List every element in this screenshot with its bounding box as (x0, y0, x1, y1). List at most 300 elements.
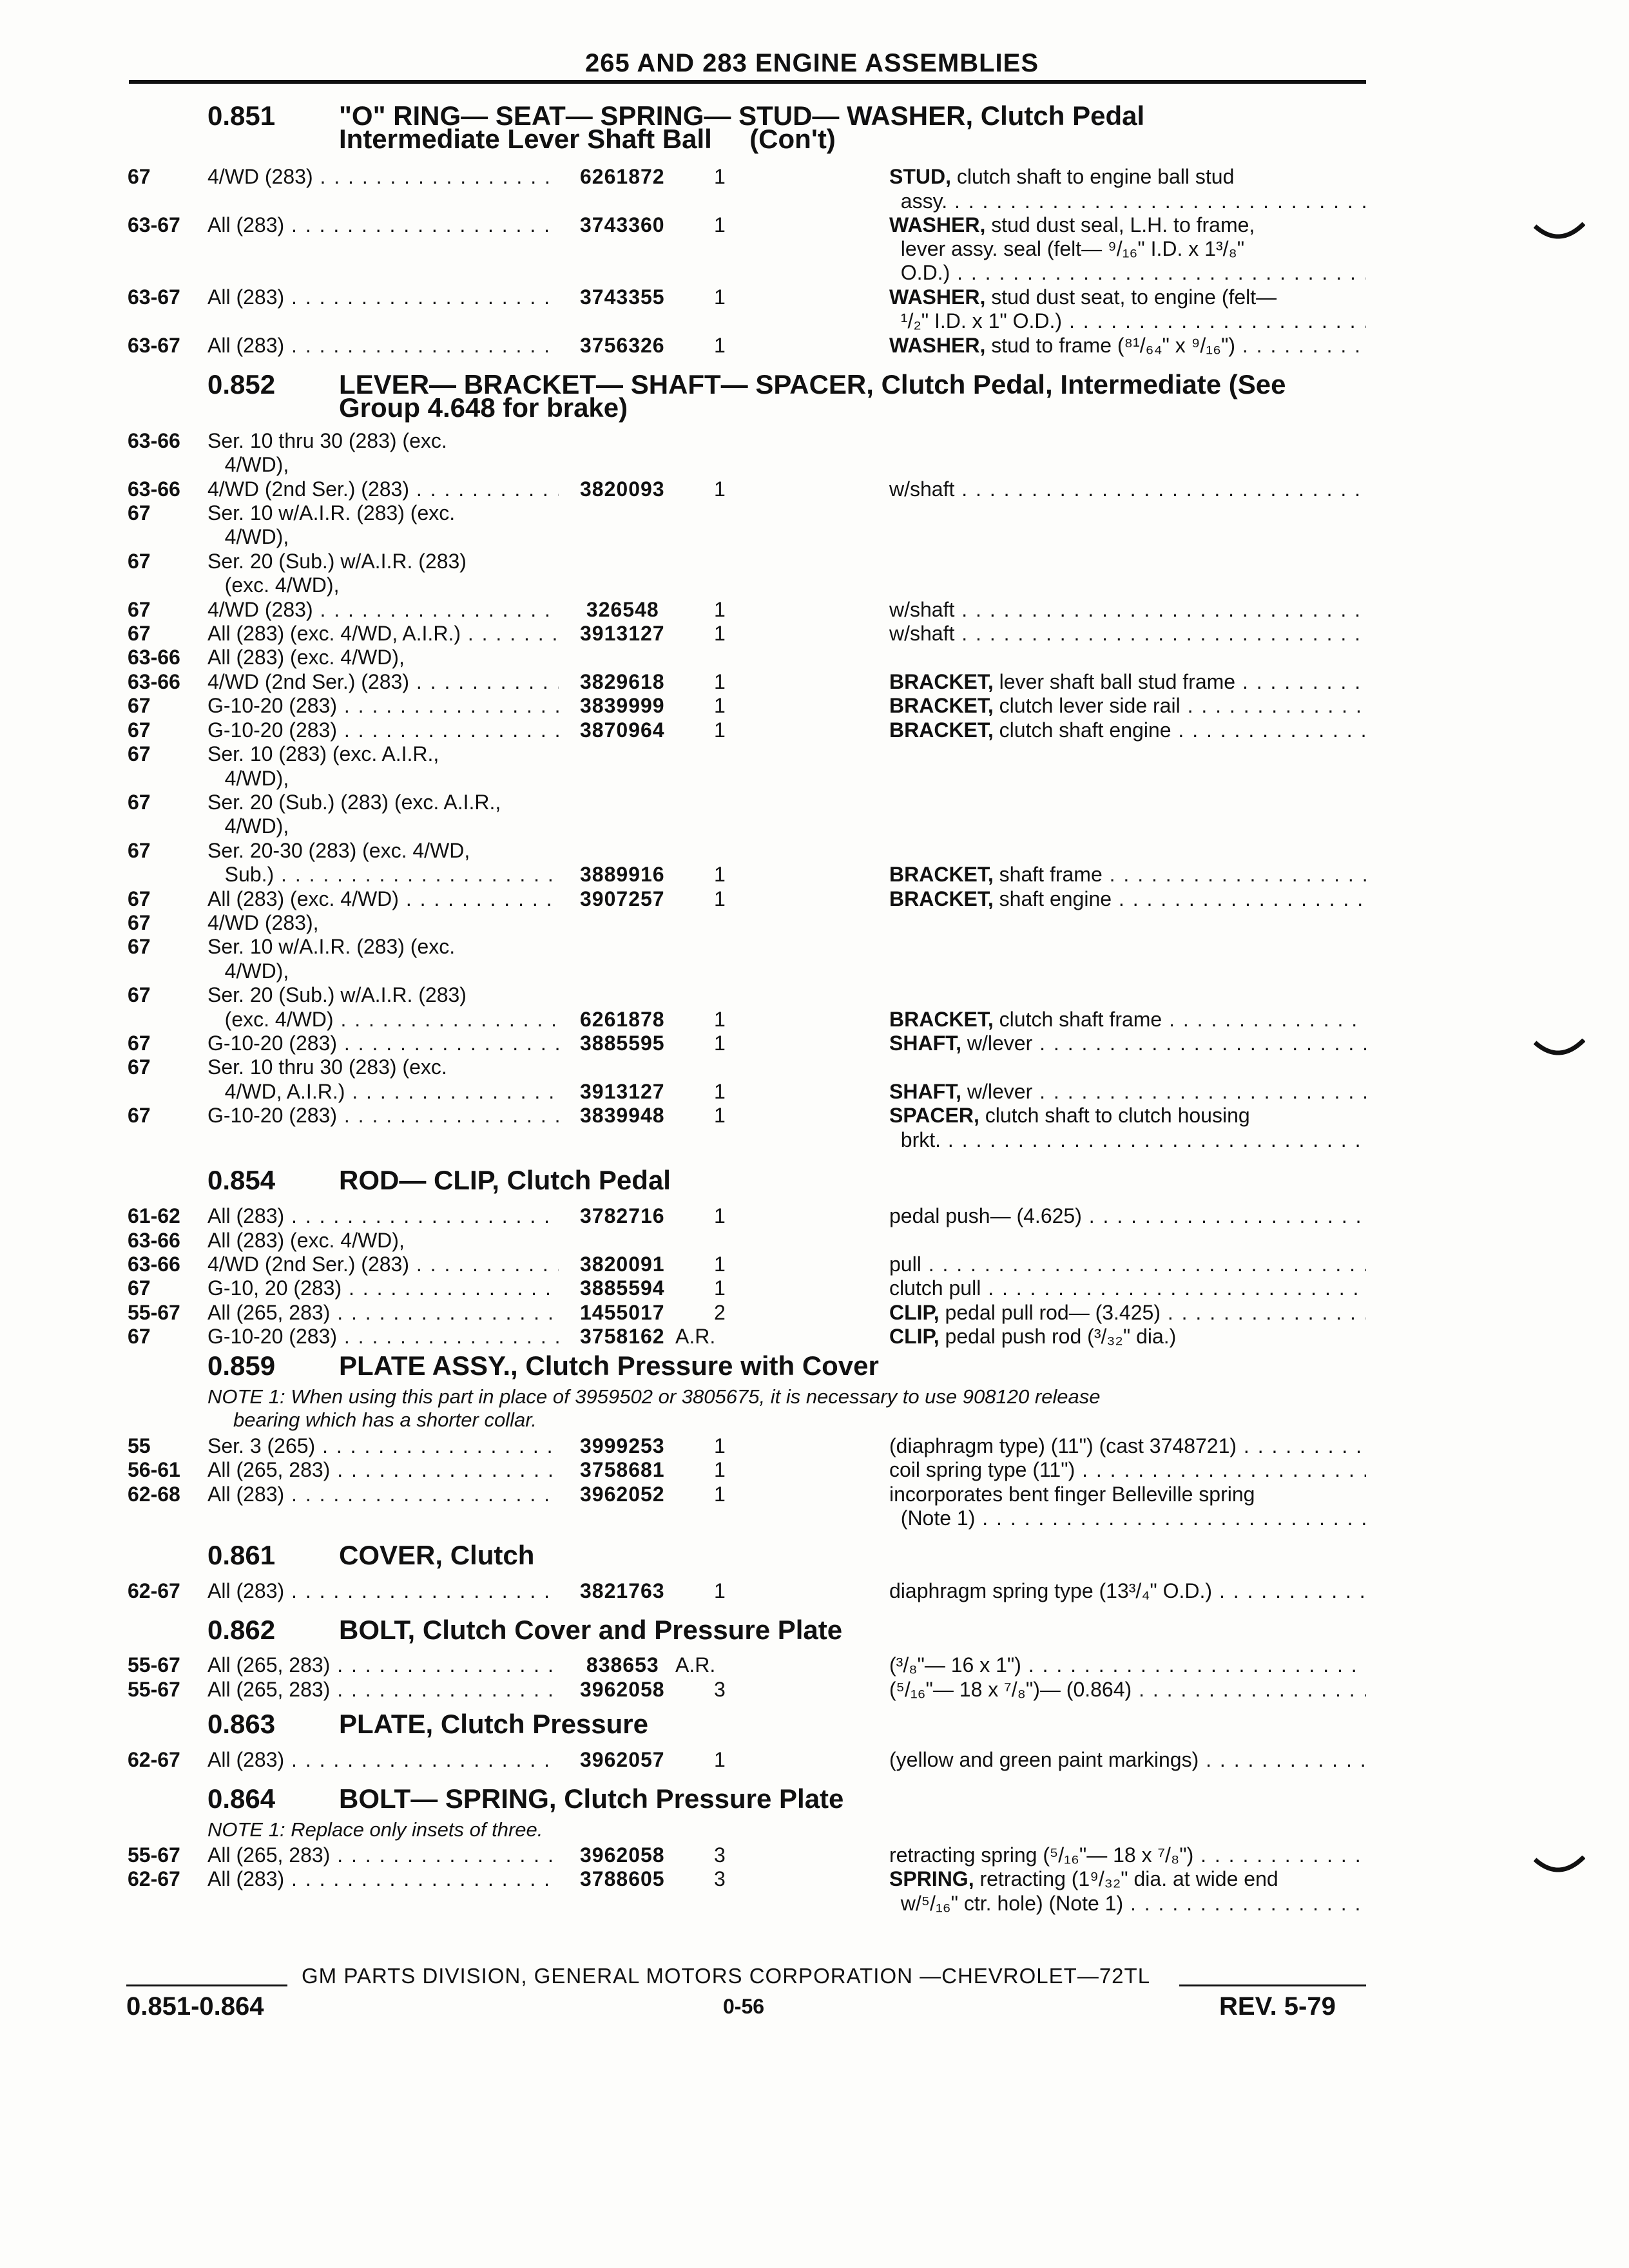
application: All (283) . . . (207, 1482, 559, 1506)
parts-row (0, 1055, 1629, 1079)
desc-noun: STUD, (889, 165, 951, 188)
description (889, 669, 1366, 694)
year: 62-67 (128, 1867, 180, 1890)
quantity: 1 (714, 1253, 726, 1276)
parts-row (0, 790, 1629, 814)
application: G-10-20 (283) . . . (207, 693, 559, 718)
part-number: 3829618 (580, 670, 665, 693)
quantity: 1 (714, 1579, 726, 1602)
quantity: 1 (714, 622, 726, 645)
year: 63-67 (128, 213, 180, 236)
application: All (283) (exc. 4/WD), (207, 646, 405, 669)
binder-hole-mark (1534, 1856, 1585, 1881)
year: 67 (128, 742, 151, 765)
part-number: 1455017 (580, 1301, 665, 1324)
quantity: 1 (714, 694, 726, 717)
year: 62-68 (128, 1483, 180, 1506)
desc-detail: clutch shaft to engine ball stud (951, 165, 1235, 188)
year: 67 (128, 1104, 151, 1127)
description (889, 718, 1366, 742)
part-number: 838653 (580, 1653, 659, 1677)
group-number: 0.852 (207, 369, 276, 399)
year: 67 (128, 694, 151, 717)
part-number: 3820093 (580, 477, 665, 501)
group-note: NOTE 1: When using this part in place of 3959502 or 3805675, it is necessary to use 908120 release (207, 1385, 1101, 1408)
parts-row (0, 477, 1629, 501)
application: Ser. 10 w/A.I.R. (283) (exc. (207, 935, 456, 958)
desc-noun: SHAFT, (889, 1032, 961, 1055)
desc-noun: CLIP, (889, 1301, 940, 1324)
year: 55-67 (128, 1843, 180, 1867)
desc-detail: clutch shaft engine (993, 718, 1171, 742)
desc-noun: CLIP, (889, 1325, 940, 1348)
year: 67 (128, 911, 151, 934)
group-title: BOLT— SPRING, Clutch Pressure Plate (339, 1783, 844, 1814)
application: Ser. 10 (283) (exc. A.I.R., (207, 742, 439, 765)
year: 67 (128, 1325, 151, 1348)
group-number: 0.861 (207, 1540, 276, 1570)
year: 56-61 (128, 1458, 180, 1481)
desc-noun: BRACKET, (889, 718, 994, 742)
description (889, 1579, 1366, 1603)
desc-detail: pedal push— (4.625) (889, 1204, 1082, 1227)
part-number: 3782716 (580, 1204, 665, 1227)
group-title: ROD— CLIP, Clutch Pedal (339, 1165, 671, 1195)
application: 4/WD), (207, 525, 289, 548)
parts-row (0, 621, 1629, 646)
description (889, 1300, 1366, 1325)
application: Ser. 20-30 (283) (exc. 4/WD, (207, 839, 470, 862)
description (889, 164, 1366, 189)
quantity: 1 (714, 863, 726, 886)
application: 4/WD, A.I.R.) . . . (207, 1079, 559, 1104)
part-number: 3907257 (580, 887, 665, 910)
application: All (283) . . . (207, 1747, 559, 1772)
part-number: 3999253 (580, 1434, 665, 1457)
parts-row (0, 645, 1629, 669)
description (889, 1276, 1366, 1300)
application: (exc. 4/WD) . . . (207, 1007, 559, 1032)
year: 63-66 (128, 477, 180, 501)
application: All (265, 283) . . . (207, 1457, 559, 1482)
quantity: 3 (714, 1867, 726, 1890)
part-number: 3889916 (580, 863, 665, 886)
part-number: 3913127 (580, 1080, 665, 1103)
parts-row (0, 285, 1629, 309)
group-number: 0.854 (207, 1165, 276, 1195)
application: (exc. 4/WD), (207, 573, 340, 597)
footer-group-range: 0.851-0.864 (126, 1992, 264, 2021)
description (889, 285, 1366, 309)
application: All (283) . . . (207, 213, 559, 237)
part-number: 3839999 (580, 694, 665, 717)
year: 61-62 (128, 1204, 180, 1227)
year: 67 (128, 935, 151, 958)
parts-row (0, 910, 1629, 935)
parts-row (0, 742, 1629, 766)
parts-row (0, 669, 1629, 694)
quantity: 3 (714, 1843, 726, 1867)
application: Ser. 3 (265) . . . (207, 1434, 559, 1458)
parts-row (0, 1457, 1629, 1482)
parts-row (0, 213, 1629, 237)
quantity: 1 (714, 1458, 726, 1481)
year: 67 (128, 1032, 151, 1055)
description (889, 189, 1366, 213)
year: 63-66 (128, 1229, 180, 1252)
parts-row (0, 718, 1629, 742)
description (889, 236, 1366, 261)
description (889, 1867, 1366, 1891)
year: 67 (128, 501, 151, 524)
application: 4/WD), (207, 453, 289, 476)
quantity: 1 (714, 670, 726, 693)
application: G-10-20 (283) . . . (207, 1031, 559, 1055)
quantity: 1 (714, 1483, 726, 1506)
group-title-cont: Intermediate Lever Shaft Ball (Con't) (339, 124, 836, 154)
application: 4/WD (283), (207, 911, 319, 934)
application: All (283) (exc. 4/WD, A.I.R.) . . . (207, 621, 559, 646)
year: 67 (128, 622, 151, 645)
description (889, 597, 1366, 622)
part-number: 3839948 (580, 1104, 665, 1127)
quantity: 1 (714, 1104, 726, 1127)
parts-row (0, 1228, 1629, 1253)
application: G-10, 20 (283) . . . (207, 1276, 559, 1300)
desc-detail: ¹/₂" I.D. x 1" O.D.) (889, 309, 1063, 332)
desc-detail: clutch shaft frame (993, 1008, 1162, 1031)
desc-detail: (diaphragm type) (11") (cast 3748721) (889, 1434, 1237, 1457)
parts-row (0, 1324, 1629, 1349)
application: 4/WD (2nd Ser.) (283) . . . (207, 669, 559, 694)
description (889, 693, 1366, 718)
desc-detail: stud dust seal, L.H. to frame, (985, 213, 1255, 236)
parts-row (0, 1434, 1629, 1458)
desc-noun: SPACER, (889, 1104, 979, 1127)
group-number: 0.859 (207, 1350, 276, 1381)
parts-row (0, 1079, 1629, 1104)
description (889, 1843, 1366, 1867)
quantity: 1 (714, 1032, 726, 1055)
quantity: 1 (714, 1748, 726, 1771)
part-number: 3885595 (580, 1032, 665, 1055)
desc-detail: coil spring type (11") (889, 1458, 1075, 1481)
year: 63-66 (128, 670, 180, 693)
group-number: 0.863 (207, 1709, 276, 1739)
application: 4/WD), (207, 767, 289, 790)
desc-detail: brkt. (889, 1128, 941, 1151)
part-number: 6261878 (580, 1008, 665, 1031)
description (889, 1434, 1366, 1458)
application: Ser. 20 (Sub.) (283) (exc. A.I.R., (207, 791, 501, 814)
group-number: 0.851 (207, 101, 276, 131)
description (889, 1103, 1366, 1128)
application: G-10-20 (283) . . . (207, 1103, 559, 1128)
quantity: 3 (714, 1678, 726, 1701)
part-number: 3756326 (580, 334, 665, 357)
description (889, 1891, 1366, 1916)
description (889, 1007, 1366, 1032)
year: 63-66 (128, 1253, 180, 1276)
part-number: 3962058 (580, 1678, 665, 1701)
part-number: 3788605 (580, 1867, 665, 1890)
desc-detail: w/⁵/₁₆" ctr. hole) (Note 1) (889, 1892, 1124, 1915)
application: Ser. 20 (Sub.) w/A.I.R. (283) (207, 550, 467, 573)
part-number: 3758681 (580, 1458, 665, 1481)
parts-row (0, 862, 1629, 887)
quantity: 2 (714, 1301, 726, 1324)
description (889, 1324, 1366, 1349)
year: 63-67 (128, 334, 180, 357)
parts-row (0, 1891, 1629, 1916)
application: 4/WD), (207, 814, 289, 838)
desc-noun: WASHER, (889, 334, 986, 357)
quantity: 1 (714, 1434, 726, 1457)
description (889, 1677, 1366, 1702)
quantity: 1 (714, 598, 726, 621)
year: 67 (128, 791, 151, 814)
group-note: NOTE 1: Replace only insets of three. (207, 1818, 543, 1841)
parts-row (0, 1103, 1629, 1128)
year: 63-67 (128, 285, 180, 309)
desc-noun: SPRING, (889, 1867, 974, 1890)
desc-noun: BRACKET, (889, 1008, 994, 1031)
desc-detail: diaphragm spring type (13³/₄" O.D.) (889, 1579, 1213, 1602)
application: Ser. 10 thru 30 (283) (exc. (207, 429, 447, 452)
desc-detail: stud to frame (⁸¹/₆₄" x ⁹/₁₆") (985, 334, 1235, 357)
part-number: 3913127 (580, 622, 665, 645)
desc-detail: pedal pull rod— (3.425) (939, 1301, 1161, 1324)
quantity: A.R. (675, 1325, 716, 1348)
parts-row (0, 1677, 1629, 1702)
description (889, 1506, 1366, 1530)
parts-row (0, 1007, 1629, 1032)
group-title: LEVER— BRACKET— SHAFT— SPACER, Clutch Pedal, Intermediate (See (339, 369, 1286, 399)
desc-detail: (Note 1) (889, 1506, 976, 1530)
parts-row (0, 1031, 1629, 1055)
parts-row (0, 1579, 1629, 1603)
parts-row (0, 597, 1629, 622)
part-number: 3821763 (580, 1579, 665, 1602)
quantity: 1 (714, 1204, 726, 1227)
part-number: 3962058 (580, 1843, 665, 1867)
description (889, 862, 1366, 887)
description (889, 333, 1366, 358)
group-note-cont: bearing which has a shorter collar. (233, 1408, 537, 1431)
desc-detail: lever shaft ball stud frame (993, 670, 1236, 693)
quantity: 1 (714, 887, 726, 910)
parts-row (0, 1482, 1629, 1506)
year: 62-67 (128, 1579, 180, 1602)
desc-noun: BRACKET, (889, 887, 994, 910)
parts-row (0, 1252, 1629, 1276)
application: All (283) . . . (207, 1204, 559, 1228)
quantity: A.R. (675, 1653, 716, 1677)
parts-row (0, 887, 1629, 911)
parts-row (0, 934, 1629, 959)
desc-detail: stud dust seat, to engine (felt— (985, 285, 1277, 309)
desc-detail: (³/₈"— 16 x 1") (889, 1653, 1021, 1677)
header-rule (129, 80, 1366, 84)
desc-detail: clutch shaft to clutch housing (979, 1104, 1250, 1127)
application: All (283) (exc. 4/WD), (207, 1229, 405, 1252)
quantity: 1 (714, 213, 726, 236)
description (889, 1252, 1366, 1276)
description (889, 309, 1366, 333)
desc-detail: w/lever (961, 1032, 1033, 1055)
desc-detail: (⁵/₁₆"— 18 x ⁷/₈")— (0.864) (889, 1678, 1132, 1701)
parts-row (0, 1653, 1629, 1677)
year: 67 (128, 983, 151, 1006)
desc-noun: BRACKET, (889, 863, 994, 886)
part-number: 6261872 (580, 165, 665, 188)
year: 67 (128, 550, 151, 573)
parts-row (0, 573, 1629, 597)
parts-row (0, 164, 1629, 189)
application: Ser. 10 w/A.I.R. (283) (exc. (207, 501, 456, 524)
description (889, 477, 1366, 501)
quantity: 1 (714, 1008, 726, 1031)
quantity: 1 (714, 477, 726, 501)
group-number: 0.862 (207, 1615, 276, 1645)
desc-noun: BRACKET, (889, 694, 994, 717)
desc-detail: w/lever (961, 1080, 1033, 1103)
desc-noun: SHAFT, (889, 1080, 961, 1103)
parts-row (0, 838, 1629, 863)
quantity: 1 (714, 165, 726, 188)
application: 4/WD (2nd Ser.) (283) . . . (207, 477, 559, 501)
desc-detail: pedal push rod (³/₃₂" dia.) (939, 1325, 1177, 1348)
desc-noun: WASHER, (889, 285, 986, 309)
group-title: BOLT, Clutch Cover and Pressure Plate (339, 1615, 843, 1645)
parts-row (0, 1843, 1629, 1867)
parts-row (0, 693, 1629, 718)
year: 55-67 (128, 1301, 180, 1324)
footer-publisher: GM PARTS DIVISION, GENERAL MOTORS CORPORATION —CHEVROLET—72TL (302, 1964, 1151, 1988)
description (889, 1653, 1366, 1677)
description (889, 1031, 1366, 1055)
part-number: 3870964 (580, 718, 665, 742)
footer-revision: REV. 5-79 (1219, 1992, 1336, 2021)
parts-row (0, 1300, 1629, 1325)
part-number: 3758162 (580, 1325, 665, 1348)
desc-noun: BRACKET, (889, 670, 994, 693)
application: Sub.) . . . (207, 862, 559, 887)
desc-noun: WASHER, (889, 213, 986, 236)
part-number: 3743360 (580, 213, 665, 236)
application: G-10-20 (283) . . . (207, 718, 559, 742)
description (889, 621, 1366, 646)
application: 4/WD (283) . . . (207, 164, 559, 189)
application: All (265, 283) . . . (207, 1300, 559, 1325)
parts-row (0, 501, 1629, 525)
quantity: 1 (714, 334, 726, 357)
part-number: 326548 (580, 598, 659, 621)
parts-row (0, 549, 1629, 573)
parts-row (0, 814, 1629, 838)
group-title-cont: Group 4.648 for brake) (339, 392, 628, 423)
parts-row (0, 1204, 1629, 1228)
footer-rule-right (1179, 1984, 1366, 1986)
description (889, 1128, 1366, 1152)
description (889, 213, 1366, 237)
application: G-10-20 (283) . . . (207, 1324, 559, 1349)
year: 55 (128, 1434, 151, 1457)
year: 63-66 (128, 429, 180, 452)
description (889, 1079, 1366, 1104)
application: All (283) . . . (207, 1867, 559, 1891)
group-title: PLATE ASSY., Clutch Pressure with Cover (339, 1350, 879, 1381)
description (889, 1482, 1366, 1506)
application: All (283) (exc. 4/WD) . . . (207, 887, 559, 911)
description (889, 887, 1366, 911)
desc-detail: w/shaft (889, 477, 955, 501)
part-number: 3962057 (580, 1748, 665, 1771)
year: 62-67 (128, 1748, 180, 1771)
group-title: "O" RING— SEAT— SPRING— STUD— WASHER, Clutch Pedal (339, 101, 1145, 131)
desc-detail: (yellow and green paint markings) (889, 1748, 1199, 1771)
running-head: 265 AND 283 ENGINE ASSEMBLIES (584, 49, 1039, 77)
application: Ser. 20 (Sub.) w/A.I.R. (283) (207, 983, 467, 1006)
parts-row (0, 1128, 1629, 1152)
parts-row (0, 1867, 1629, 1891)
application: All (265, 283) . . . (207, 1843, 559, 1867)
application: All (265, 283) . . . (207, 1677, 559, 1702)
parts-row (0, 260, 1629, 285)
parts-row (0, 1747, 1629, 1772)
parts-row (0, 333, 1629, 358)
application: 4/WD), (207, 959, 289, 983)
parts-row (0, 959, 1629, 983)
desc-detail: pull (889, 1253, 921, 1276)
parts-row (0, 189, 1629, 213)
application: 4/WD (283) . . . (207, 597, 559, 622)
desc-detail: retracting (1⁹/₃₂" dia. at wide end (974, 1867, 1278, 1890)
desc-detail: O.D.) (889, 261, 950, 284)
parts-row (0, 766, 1629, 791)
application: All (283) . . . (207, 1579, 559, 1603)
desc-detail: incorporates bent finger Belleville spring (889, 1483, 1255, 1506)
year: 55-67 (128, 1653, 180, 1677)
quantity: 1 (714, 285, 726, 309)
application: All (265, 283) . . . (207, 1653, 559, 1677)
group-title: PLATE, Clutch Pressure (339, 1709, 649, 1739)
desc-detail: lever assy. seal (felt— ⁹/₁₆" I.D. x 1³/₈" (889, 237, 1245, 260)
quantity: 1 (714, 1276, 726, 1300)
year: 55-67 (128, 1678, 180, 1701)
parts-row (0, 452, 1629, 477)
binder-hole-mark (1534, 222, 1585, 248)
parts-row (0, 1506, 1629, 1530)
parts-row (0, 1276, 1629, 1300)
description (889, 1747, 1366, 1772)
year: 67 (128, 165, 151, 188)
binder-hole-mark (1534, 1039, 1585, 1064)
application: 4/WD (2nd Ser.) (283) . . . (207, 1252, 559, 1276)
quantity: 1 (714, 718, 726, 742)
application: All (283) . . . (207, 285, 559, 309)
description (889, 1457, 1366, 1482)
desc-detail: retracting spring (⁵/₁₆"— 18 x ⁷/₈") (889, 1843, 1194, 1867)
group-number: 0.864 (207, 1783, 276, 1814)
desc-detail: w/shaft (889, 622, 955, 645)
year: 67 (128, 839, 151, 862)
desc-detail: assy. (889, 189, 948, 213)
parts-row (0, 983, 1629, 1007)
desc-detail: shaft frame (993, 863, 1103, 886)
description (889, 260, 1366, 285)
year: 67 (128, 718, 151, 742)
